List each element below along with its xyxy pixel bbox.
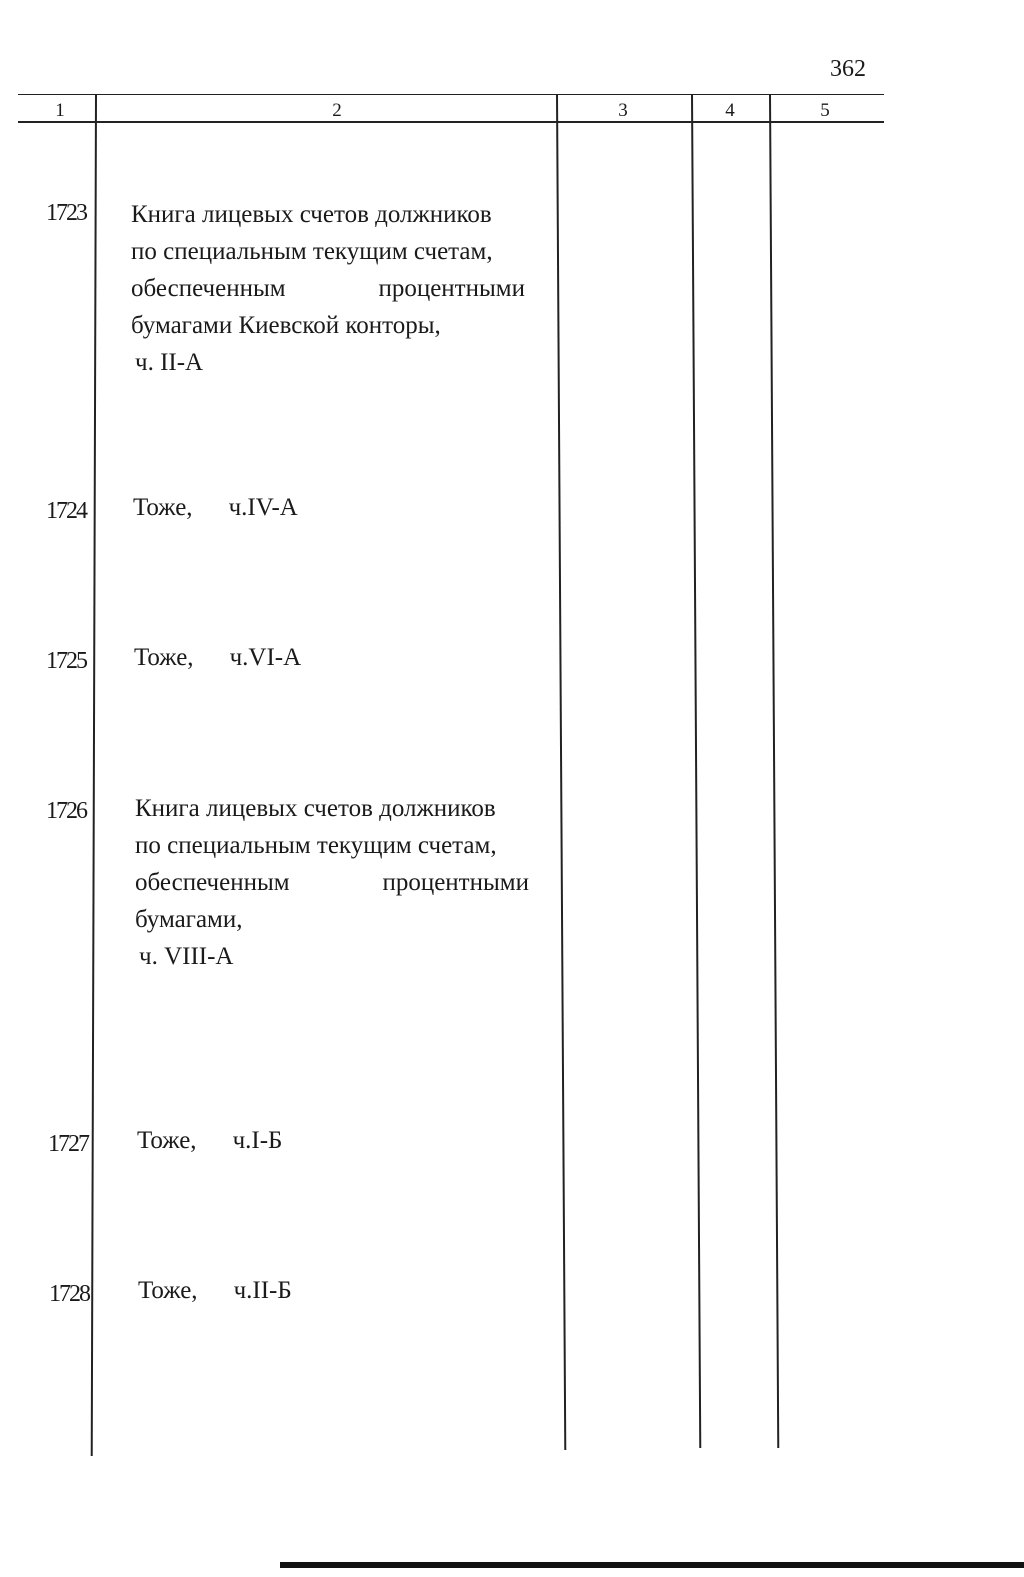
entry-word: обеспеченным — [135, 869, 290, 896]
column-header-3: 3 — [618, 100, 628, 121]
entry-line: Книга лицевых счетов должников — [131, 201, 492, 228]
entry-line: Книга лицевых счетов должников — [135, 795, 496, 822]
entry-word: процентными — [378, 275, 525, 302]
entry-text: Тоже, — [133, 494, 193, 521]
entry-line: по специальным текущим счетам, — [135, 832, 497, 859]
entry-line: бумагами, — [135, 906, 243, 933]
entry-description — [133, 494, 298, 522]
column-separator-1 — [91, 94, 97, 1456]
entry-line — [135, 864, 529, 901]
column-header-2: 2 — [332, 100, 342, 121]
entry-word: обеспеченным — [131, 275, 286, 302]
entry-number: 1727 — [48, 1131, 88, 1157]
entry-description — [131, 196, 525, 381]
table-header-rule — [18, 121, 884, 123]
entry-part: ч. II-А — [135, 349, 204, 376]
entry-description — [134, 644, 301, 672]
entry-description — [135, 790, 529, 975]
entry-part: ч.I-Б — [232, 1127, 283, 1154]
entry-number: 1724 — [46, 498, 86, 524]
entry-part: ч.II-Б — [233, 1277, 292, 1304]
entry-line: бумагами Киевской конторы, — [131, 312, 441, 339]
entry-part: ч. VIII-А — [139, 943, 234, 970]
entry-part: ч.VI-А — [229, 644, 302, 671]
entry-word: процентными — [382, 869, 529, 896]
entry-description — [138, 1277, 292, 1305]
entry-number: 1726 — [46, 798, 86, 824]
entry-text: Тоже, — [138, 1277, 198, 1304]
entry-line — [131, 270, 525, 307]
entry-number: 1723 — [46, 200, 86, 226]
column-header-1: 1 — [55, 100, 65, 121]
column-separator-4 — [769, 94, 779, 1448]
column-separator-2 — [556, 94, 566, 1450]
column-header-4: 4 — [725, 100, 735, 121]
entry-text: Тоже, — [137, 1127, 197, 1154]
entry-text: Тоже, — [134, 644, 194, 671]
table-top-rule — [18, 94, 884, 95]
entry-number: 1728 — [49, 1281, 89, 1307]
entry-description — [137, 1127, 282, 1155]
entry-number: 1725 — [46, 648, 86, 674]
entry-part: ч.IV-А — [228, 494, 298, 521]
column-separator-3 — [691, 94, 701, 1448]
column-header-5: 5 — [820, 100, 830, 121]
scan-edge-bar — [280, 1562, 1024, 1568]
entry-line: по специальным текущим счетам, — [131, 238, 493, 265]
page-number: 362 — [830, 56, 866, 82]
